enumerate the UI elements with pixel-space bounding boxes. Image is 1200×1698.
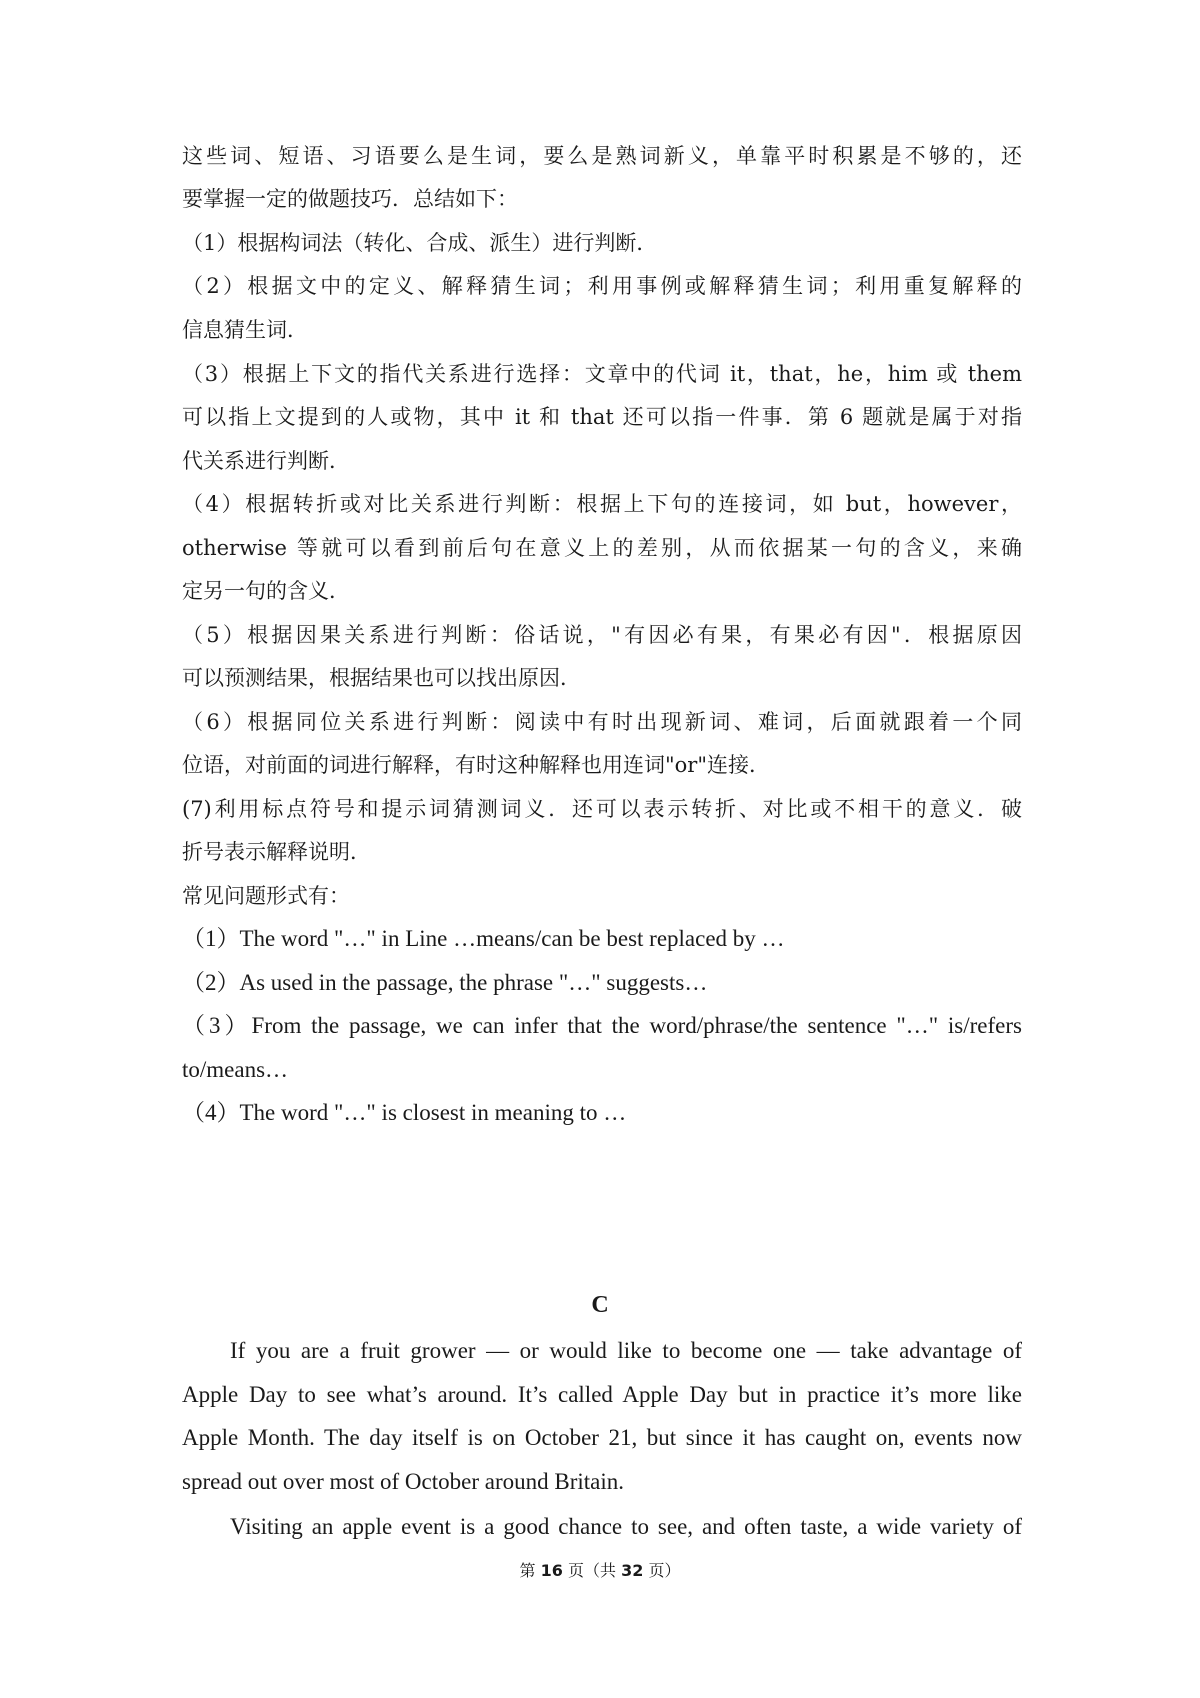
body-line: 常见问题形式有： xyxy=(182,884,350,908)
body-line: 这些词、短语、习语要么是生词，要么是熟词新义，单靠平时积累是不够的，还 xyxy=(182,144,1022,168)
passage-line: Apple Day to see what’s around. It’s called Apple Day but in practice it’s more like xyxy=(182,1382,1022,1407)
question-form-line: to/means… xyxy=(182,1057,289,1082)
body-line: 要掌握一定的做题技巧．总结如下： xyxy=(182,187,518,211)
footer-prefix: 第 xyxy=(519,1561,541,1580)
body-line: 代关系进行判断． xyxy=(182,449,350,473)
body-line: （2）根据文中的定义、解释猜生词；利用事例或解释猜生词；利用重复解释的 xyxy=(182,274,1022,298)
question-form-line: （2）As used in the passage, the phrase "…" suggests… xyxy=(182,970,708,995)
body-line: 可以预测结果，根据结果也可以找出原因． xyxy=(182,666,581,690)
footer-page-number: 16 xyxy=(540,1561,563,1580)
page-footer xyxy=(0,1558,1200,1581)
passage-line: If you are a fruit grower — or would like to become one — take advantage of xyxy=(230,1338,1022,1363)
passage-line: Apple Month. The day itself is on October 21, but since it has caught on, events now xyxy=(182,1425,1022,1450)
body-line: otherwise 等就可以看到前后句在意义上的差别，从而依据某一句的含义，来确 xyxy=(182,536,1022,560)
body-line: 可以指上文提到的人或物，其中 it 和 that 还可以指一件事．第 6 题就是属于对指 xyxy=(182,405,1022,429)
body-line: 信息猜生词． xyxy=(182,318,308,342)
section-heading: C xyxy=(591,1292,609,1318)
passage-line: Visiting an apple event is a good chance to see, and often taste, a wide variety of xyxy=(230,1514,1022,1539)
body-line: （5）根据因果关系进行判断：俗话说，"有因必有果，有果必有因"．根据原因 xyxy=(182,623,1022,647)
question-form-line: （1）The word "…" in Line …means/can be best replaced by … xyxy=(182,926,785,951)
passage-line: spread out over most of October around Britain. xyxy=(182,1469,624,1494)
body-line: 定另一句的含义． xyxy=(182,579,350,603)
body-line: (7)利用标点符号和提示词猜测词义．还可以表示转折、对比或不相干的意义．破 xyxy=(182,797,1022,821)
body-line: （4）根据转折或对比关系进行判断：根据上下句的连接词，如 but，however， xyxy=(182,492,1022,516)
footer-total-pages: 32 xyxy=(621,1561,644,1580)
footer-middle: 页（共 xyxy=(562,1561,622,1580)
body-line: 折号表示解释说明． xyxy=(182,840,371,864)
question-form-line: （3）From the passage, we can infer that the word/phrase/the sentence "…" is/refers xyxy=(182,1013,1022,1038)
body-line: （6）根据同位关系进行判断：阅读中有时出现新词、难词，后面就跟着一个同 xyxy=(182,710,1022,734)
body-line: （1）根据构词法（转化、合成、派生）进行判断． xyxy=(182,231,658,255)
body-line: （3）根据上下文的指代关系进行选择：文章中的代词 it，that，he，him 或 them xyxy=(182,362,1022,386)
footer-suffix: 页） xyxy=(643,1561,681,1580)
question-form-line: （4）The word "…" is closest in meaning to … xyxy=(182,1100,627,1125)
body-line: 位语，对前面的词进行解释，有时这种解释也用连词"or"连接． xyxy=(182,753,770,777)
